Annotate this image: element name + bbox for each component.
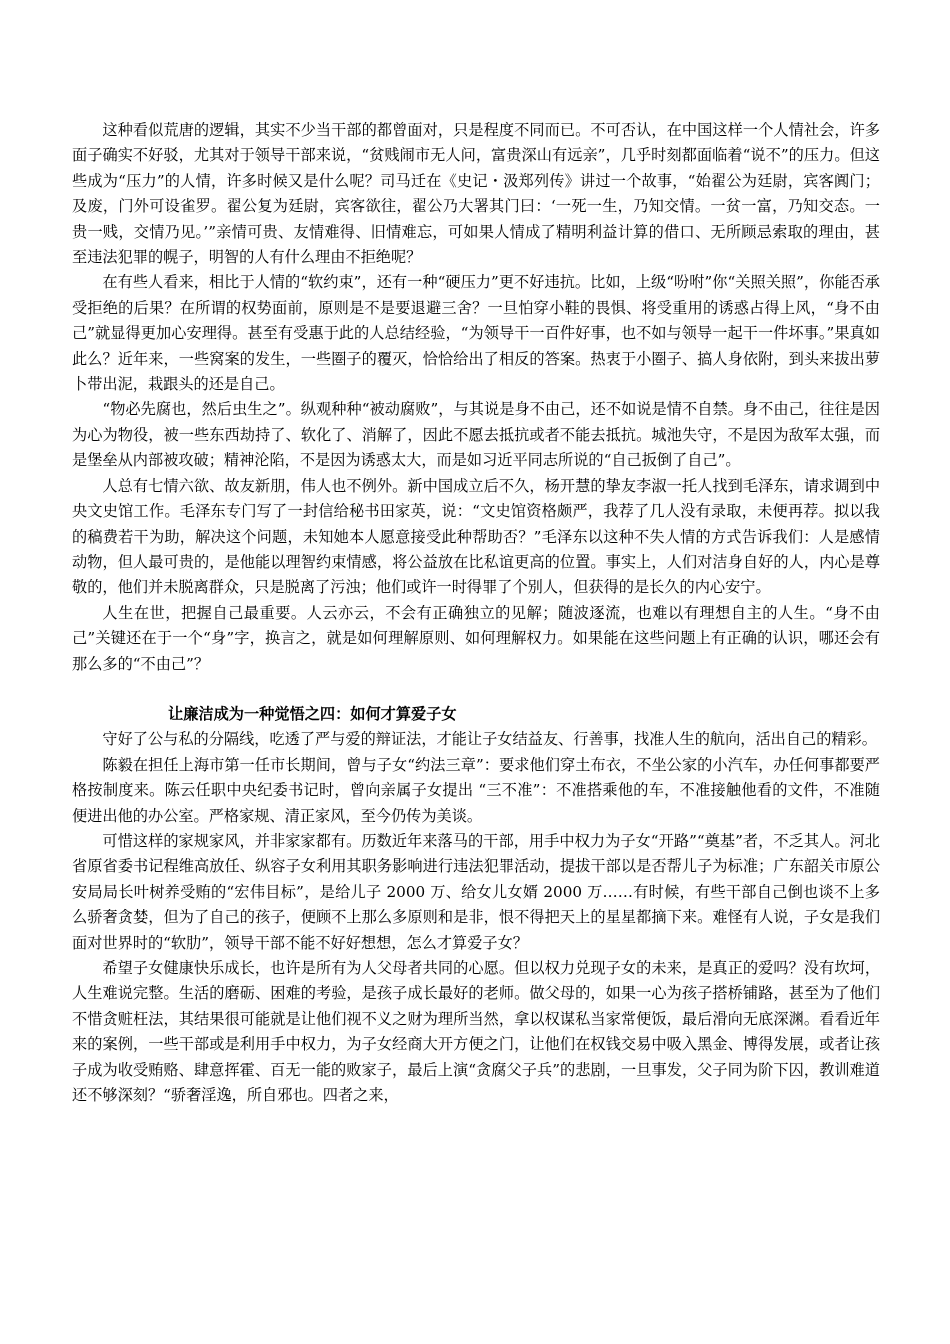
paragraph: 在有些人看来，相比于人情的“软约束”，还有一种“硬压力”更不好违抗。比如，上级“吩咐”你“关照关照”，你能否承受拒绝的后果？在所谓的权势面前，原则是不是要退避三舍？一旦怕穿小鞋的畏惧、将受重用的诱惑占得上风，“身不由己”就显得更加心安理得。甚至有受惠于此的人总结经验，“为领导干一百件好事，也不如与领导一起干一件坏事。”果真如此么？近年来，一些窝案的发生，一些圈子的覆灭，恰恰给出了相反的答案。热衷于小圈子、搞人身依附，到头来拔出萝卜带出泥，栽跟头的还是自己。 [72,273,880,394]
paragraph: “物必先腐也，然后虫生之”。纵观种种“被动腐败”，与其说是身不由己，还不如说是情不自禁。身不由己，往往是因为心为物役，被一些东西劫持了、软化了、消解了，因此不愿去抵抗或者不能去抵抗。城池失守，不是因为敌军太强，而是堡垒从内部被攻破；精神沦陷，不是因为诱惑太大，而是如习近平同志所说的“自己扳倒了自己”。 [72,400,880,470]
paragraph: 人生在世，把握自己最重要。人云亦云，不会有正确独立的见解；随波逐流，也难以有理想自主的人生。“身不由己”关键还在于一个“身”字，换言之，就是如何理解原则、如何理解权力。如果能在这些问题上有正确的认识，哪还会有那么多的“不由己”？ [72,603,880,673]
paragraph: 这种看似荒唐的逻辑，其实不少当干部的都曾面对，只是程度不同而已。不可否认，在中国这样一个人情社会，许多面子确实不好驳，尤其对于领导干部来说，“贫贱闹市无人问，富贵深山有远亲”，几乎时刻都面临着“说不”的压力。但这些成为“压力”的人情，许多时候又是什么呢？司马迁在《史记・汲郑列传》讲过一个故事，“始翟公为廷尉，宾客阗门；及废，门外可设雀罗。翟公复为廷尉，宾客欲往，翟公乃大署其门曰：‘一死一生，乃知交情。一贫一富，乃知交态。一贵一贱，交情乃见。’”亲情可贵、友情难得、旧情难忘，可如果人情成了精明利益计算的借口、无所顾忌索取的理由，甚至违法犯罪的幌子，明智的人有什么理由不拒绝呢？ [72,121,880,267]
document-page [72,118,880,1108]
paragraph: 陈毅在担任上海市第一任市长期间，曾与子女“约法三章”：要求他们穿土布衣，不坐公家的小汽车，办任何事都要严格按制度来。陈云任职中央纪委书记时，曾向亲属子女提出 “三不准”：不准搭乘他的车，不准接触他看的文件，不准随便进出他的办公室。严格家规、清正家风，至今仍传为美谈。 [72,755,880,825]
paragraph: 希望子女健康快乐成长，也许是所有为人父母者共同的心愿。但以权力兑现子女的未来，是真正的爱吗？没有坎坷，人生难说完整。生活的磨砺、困难的考验，是孩子成长最好的老师。做父母的，如果一心为孩子搭桥铺路，甚至为了他们不惜贪赃枉法，其结果很可能就是让他们视不义之财为理所当然，拿以权谋私当家常便饭，最后滑向无底深渊。看看近年来的案例，一些干部或是利用手中权力，为子女经商大开方便之门，让他们在权钱交易中吸入黑金、博得发展，或者让孩子成为收受贿赂、肆意挥霍、百无一能的败家子，最后上演“贪腐父子兵”的悲剧，一旦事发，父子同为阶下囚，教训难道还不够深刻？“骄奢淫逸，所自邪也。四者之来， [72,959,880,1105]
paragraph: 人总有七情六欲、故友新朋，伟人也不例外。新中国成立后不久，杨开慧的挚友李淑一托人找到毛泽东，请求调到中央文史馆工作。毛泽东专门写了一封信给秘书田家英，说：“文史馆资格颇严，我荐了几人没有录取，未便再荐。拟以我的稿费若干为助，解决这个问题，未知她本人愿意接受此种帮助否？”毛泽东以这种不失人情的方式告诉我们：人是感情动物，但人最可贵的，是他能以理智约束情感，将公益放在比私谊更高的位置。事实上，人们对洁身自好的人，内心是尊敬的，他们并未脱离群众，只是脱离了污浊；他们或许一时得罪了个别人，但获得的是长久的内心安宁。 [72,476,880,597]
paragraph: 守好了公与私的分隔线，吃透了严与爱的辩证法，才能让子女结益友、行善事，找准人生的航向，活出自己的精彩。 [102,730,877,749]
section-spacer [72,677,880,702]
section-heading: 让廉洁成为一种觉悟之四：如何才算爱子女 [168,704,457,723]
paragraph: 可惜这样的家规家风，并非家家都有。历数近年来落马的干部，用手中权力为子女“开路”“奠基”者，不乏其人。河北省原省委书记程维高放任、纵容子女利用其职务影响进行违法犯罪活动，提拔干部以是否帮儿子为标准；广东韶关市原公安局局长叶树养受贿的“宏伟目标”，是给儿子 2000 万、给女儿女婿 2000 万……有时候，有些干部自己倒也谈不上多么骄奢贪婪，但为了自己的孩子，便顾不上那么多原则和是非，恨不得把天上的星星都摘下来。难怪有人说，子女是我们面对世界时的“软肋”，领导干部不能不好好想想，怎么才算爱子女？ [72,831,880,952]
